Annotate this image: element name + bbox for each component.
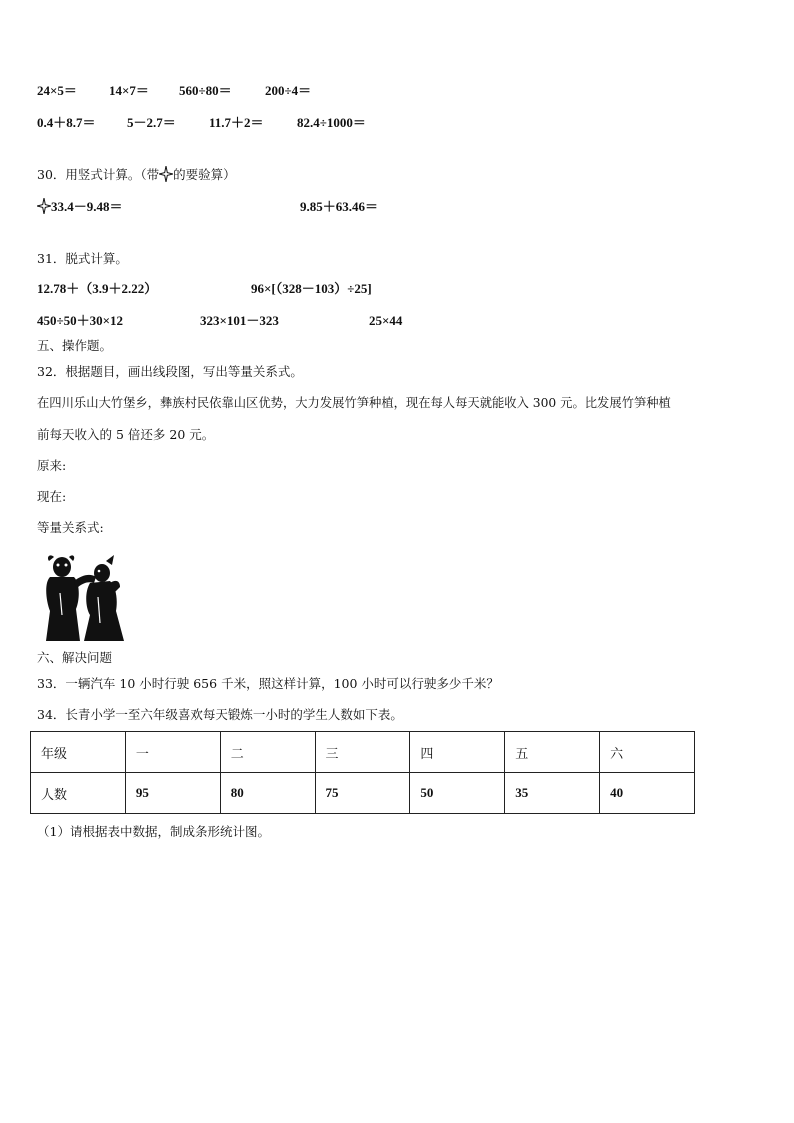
grade-cell: 四	[410, 732, 505, 773]
q31-row-2	[37, 312, 737, 330]
count-cell: 95	[125, 773, 220, 814]
q34-text: 34．长青小学一至六年级喜欢每天锻炼一小时的学生人数如下表。	[37, 707, 403, 722]
grade-cell: 三	[315, 732, 410, 773]
grade-cell: 五	[505, 732, 600, 773]
grade-cell: 一	[125, 732, 220, 773]
q31-row-1	[37, 280, 737, 298]
four-point-star-icon	[37, 198, 51, 219]
q31-item: 96×[（328－103）÷25]	[251, 281, 372, 296]
calc-item: 200÷4＝	[265, 83, 312, 98]
section-5-title: 五、操作题。	[37, 338, 113, 353]
mental-calc-row-1	[37, 82, 737, 100]
table-row-label: 人数	[31, 773, 126, 814]
silhouette-illustration	[40, 553, 126, 647]
q30-title	[37, 166, 236, 187]
q32-text-line-1: 在四川乐山大竹堡乡，彝族村民依靠山区优势，大力发展竹笋种植，现在每人每天就能收入 300 元。比发展竹笋种植	[37, 396, 671, 410]
q32-before-label: 原来:	[37, 458, 67, 473]
q31-item: 450÷50＋30×12	[37, 313, 124, 328]
q30-item-1	[37, 198, 123, 219]
q32-title: 32．根据题目，画出线段图，写出等量关系式。	[37, 364, 303, 379]
q31-title: 31．脱式计算。	[37, 251, 128, 266]
table-row	[31, 732, 695, 773]
calc-item: 24×5＝	[37, 83, 77, 98]
calc-item: 560÷80＝	[179, 83, 232, 98]
calc-item: 14×7＝	[109, 83, 149, 98]
table-header-label: 年级	[31, 732, 126, 773]
q32-now-label: 现在:	[37, 489, 67, 504]
grade-cell: 二	[220, 732, 315, 773]
table-row	[31, 773, 695, 814]
section-6-title: 六、解决问题	[37, 650, 113, 665]
count-cell: 40	[600, 773, 695, 814]
count-cell: 80	[220, 773, 315, 814]
q31-item: 323×101－323	[200, 313, 279, 328]
grade-cell: 六	[600, 732, 695, 773]
calc-item: 82.4÷1000＝	[297, 115, 366, 130]
calc-item: 11.7＋2＝	[209, 115, 264, 130]
grade-count-table	[30, 731, 695, 814]
q32-equation-label: 等量关系式:	[37, 520, 104, 535]
four-point-star-icon	[159, 166, 173, 187]
q33-text: 33．一辆汽车 10 小时行驶 656 千米，照这样计算，100 小时可以行驶多少千米？	[37, 676, 499, 691]
count-cell: 75	[315, 773, 410, 814]
q34-sub-1: （1）请根据表中数据，制成条形统计图。	[37, 824, 270, 839]
calc-item: 5－2.7＝	[127, 115, 176, 130]
q30-item-2: 9.85＋63.46＝	[300, 199, 379, 214]
q30-items	[37, 198, 737, 216]
count-cell: 35	[505, 773, 600, 814]
q30-title-before: 30．用竖式计算。（带	[37, 167, 160, 182]
mental-calc-row-2	[37, 114, 737, 132]
count-cell: 50	[410, 773, 505, 814]
calc-item: 0.4＋8.7＝	[37, 115, 96, 130]
q32-text-line-2: 前每天收入的 5 倍还多 20 元。	[37, 427, 215, 442]
q30-item-1-text: 33.4－9.48＝	[51, 199, 123, 214]
q31-item: 12.78＋（3.9＋2.22）	[37, 281, 158, 296]
q30-title-after: 的要验算）	[173, 167, 236, 182]
q31-item: 25×44	[369, 313, 403, 328]
